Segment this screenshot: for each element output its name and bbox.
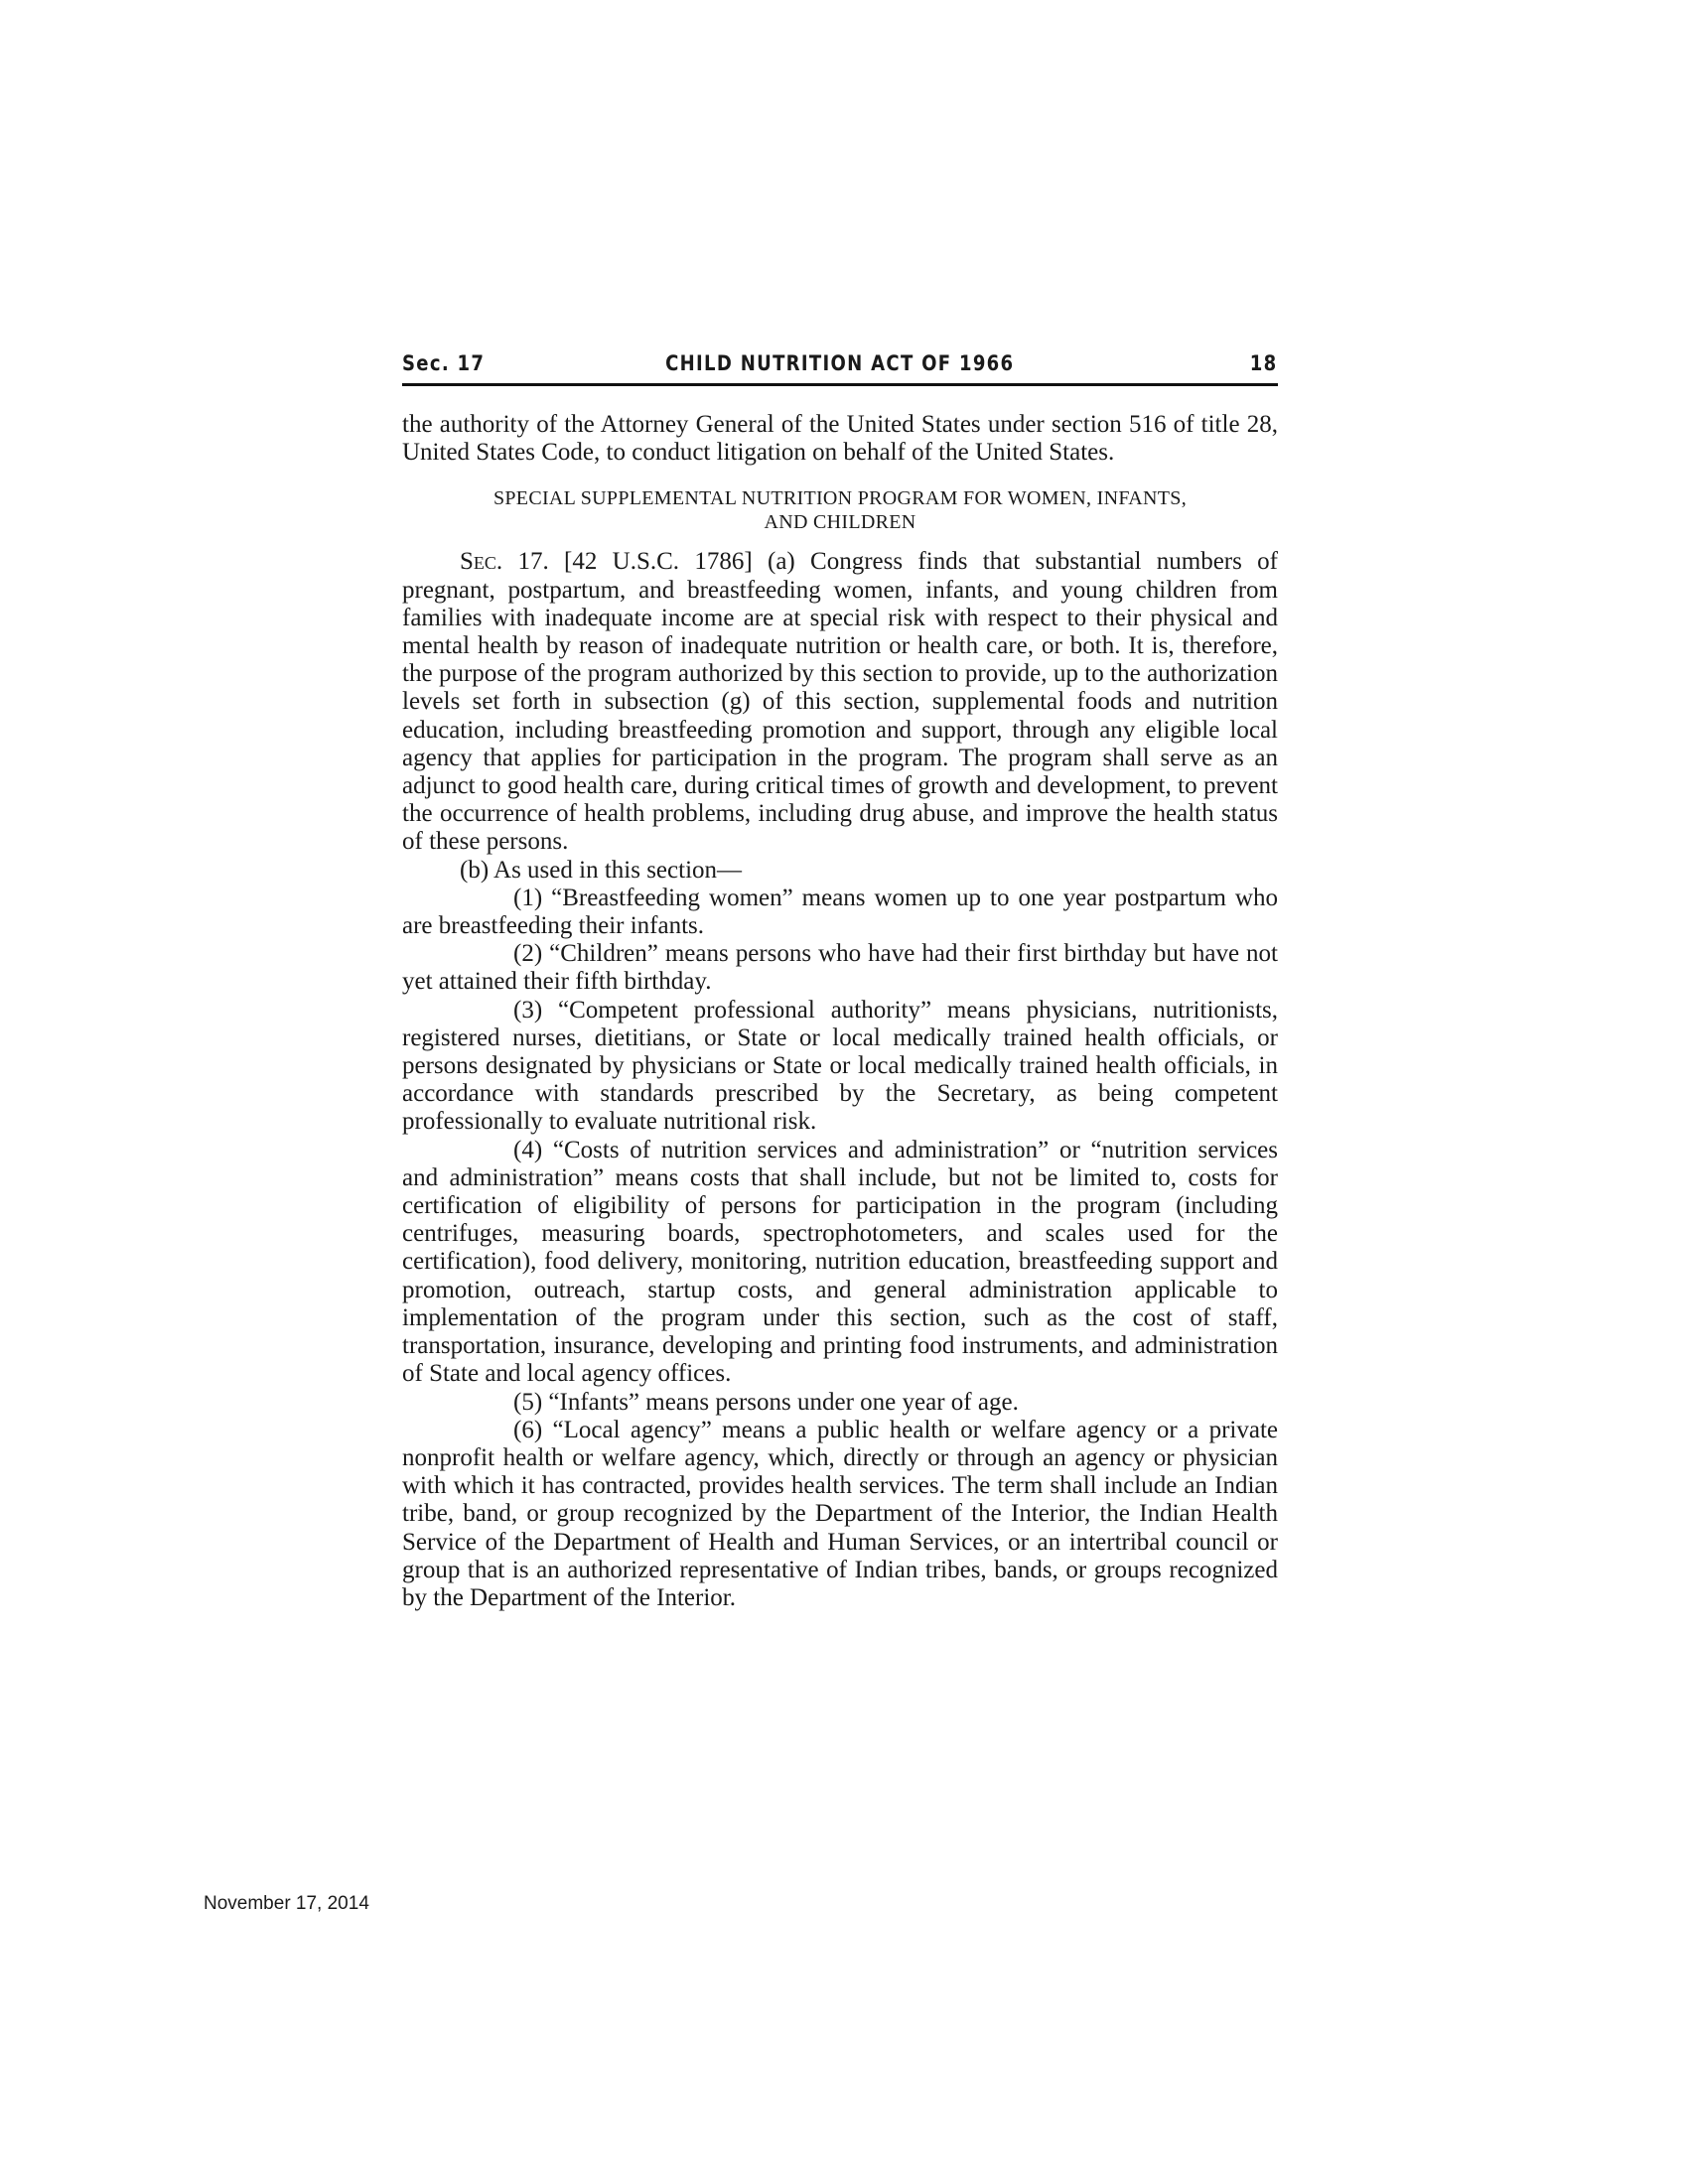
section-label: Sec. 17. — [460, 548, 549, 576]
paragraph-a-text: (a) Congress finds that substantial numbers of pregnant, postpartum, and breastfeeding women, infants, and young children from families with inadequate income are at special risk with respect to their physical and mental health by reason of inadequate nutrition or health care, or both. It is, therefore, the purpose of the program authorized by this section to provide, up to the authorization levels set forth in subsection (g) of this section, supplemental foods and nutrition education, including breastfeeding promotion and support, through any eligible local agency that applies for participation in the program. The program shall serve as an adjunct to good health care, during critical times of growth and development, to prevent the occurrence of health problems, including drug abuse, and improve the health status of these persons. — [402, 548, 1278, 856]
header-page-number: 18 — [1249, 351, 1278, 375]
definition-2: (2) “Children” means persons who have had their first birthday but have not yet attained their fifth birthday. — [402, 940, 1278, 996]
running-header — [402, 347, 1278, 381]
definition-4: (4) “Costs of nutrition services and administration” or “nutrition services and administration” means costs that shall include, but not be limited to, costs for certification of eligibility of persons for participation in the program (including centrifuges, measuring boards, spectrophotometers, and scales used for the certification), food delivery, monitoring, nutrition education, breastfeeding support and promotion, outreach, startup costs, and general administration applicable to implementation of the program under this section, such as the cost of staff, transportation, insurance, developing and printing food instruments, and administration of State and local agency offices. — [402, 1136, 1278, 1388]
usc-citation: [42 U.S.C. 1786] — [564, 548, 753, 576]
document-page — [402, 347, 1278, 1611]
footer-date: November 17, 2014 — [204, 1893, 369, 1914]
header-rule — [402, 383, 1278, 386]
definition-3: (3) “Competent professional authority” means physicians, nutritionists, registered nurses, dietitians, or State or local medically trained health officials, or persons designated by physicians or State or local medically trained health officials, in accordance with standards prescribed by the Secretary, as being competent professionally to evaluate nutritional risk. — [402, 996, 1278, 1136]
section-heading — [402, 486, 1278, 534]
header-act-title: CHILD NUTRITION ACT OF 1966 — [665, 351, 1015, 375]
header-section-label: Sec. 17 — [402, 351, 486, 375]
paragraph-a — [402, 548, 1278, 856]
section-heading-line-1: SPECIAL SUPPLEMENTAL NUTRITION PROGRAM FOR WOMEN, INFANTS, — [492, 487, 1188, 510]
intro-paragraph: the authority of the Attorney General of the United States under section 516 of title 28, United States Code, to conduct litigation on behalf of the United States. — [402, 411, 1278, 467]
definition-1: (1) “Breastfeeding women” means women up to one year postpartum who are breastfeeding their infants. — [402, 884, 1278, 940]
section-heading-line-2: AND CHILDREN — [764, 511, 916, 534]
paragraph-b: (b) As used in this section— — [460, 856, 743, 884]
definition-5: (5) “Infants” means persons under one year of age. — [513, 1388, 1019, 1416]
definition-6: (6) “Local agency” means a public health or welfare agency or a private nonprofit health or welfare agency, which, directly or through an agency or physician with which it has contracted, provides health services. The term shall include an Indian tribe, band, or group recognized by the Department of the Interior, the Indian Health Service of the Department of Health and Human Services, or an intertribal council or group that is an authorized representative of Indian tribes, bands, or groups recognized by the Department of the Interior. — [402, 1416, 1278, 1611]
document-body — [402, 411, 1278, 1612]
